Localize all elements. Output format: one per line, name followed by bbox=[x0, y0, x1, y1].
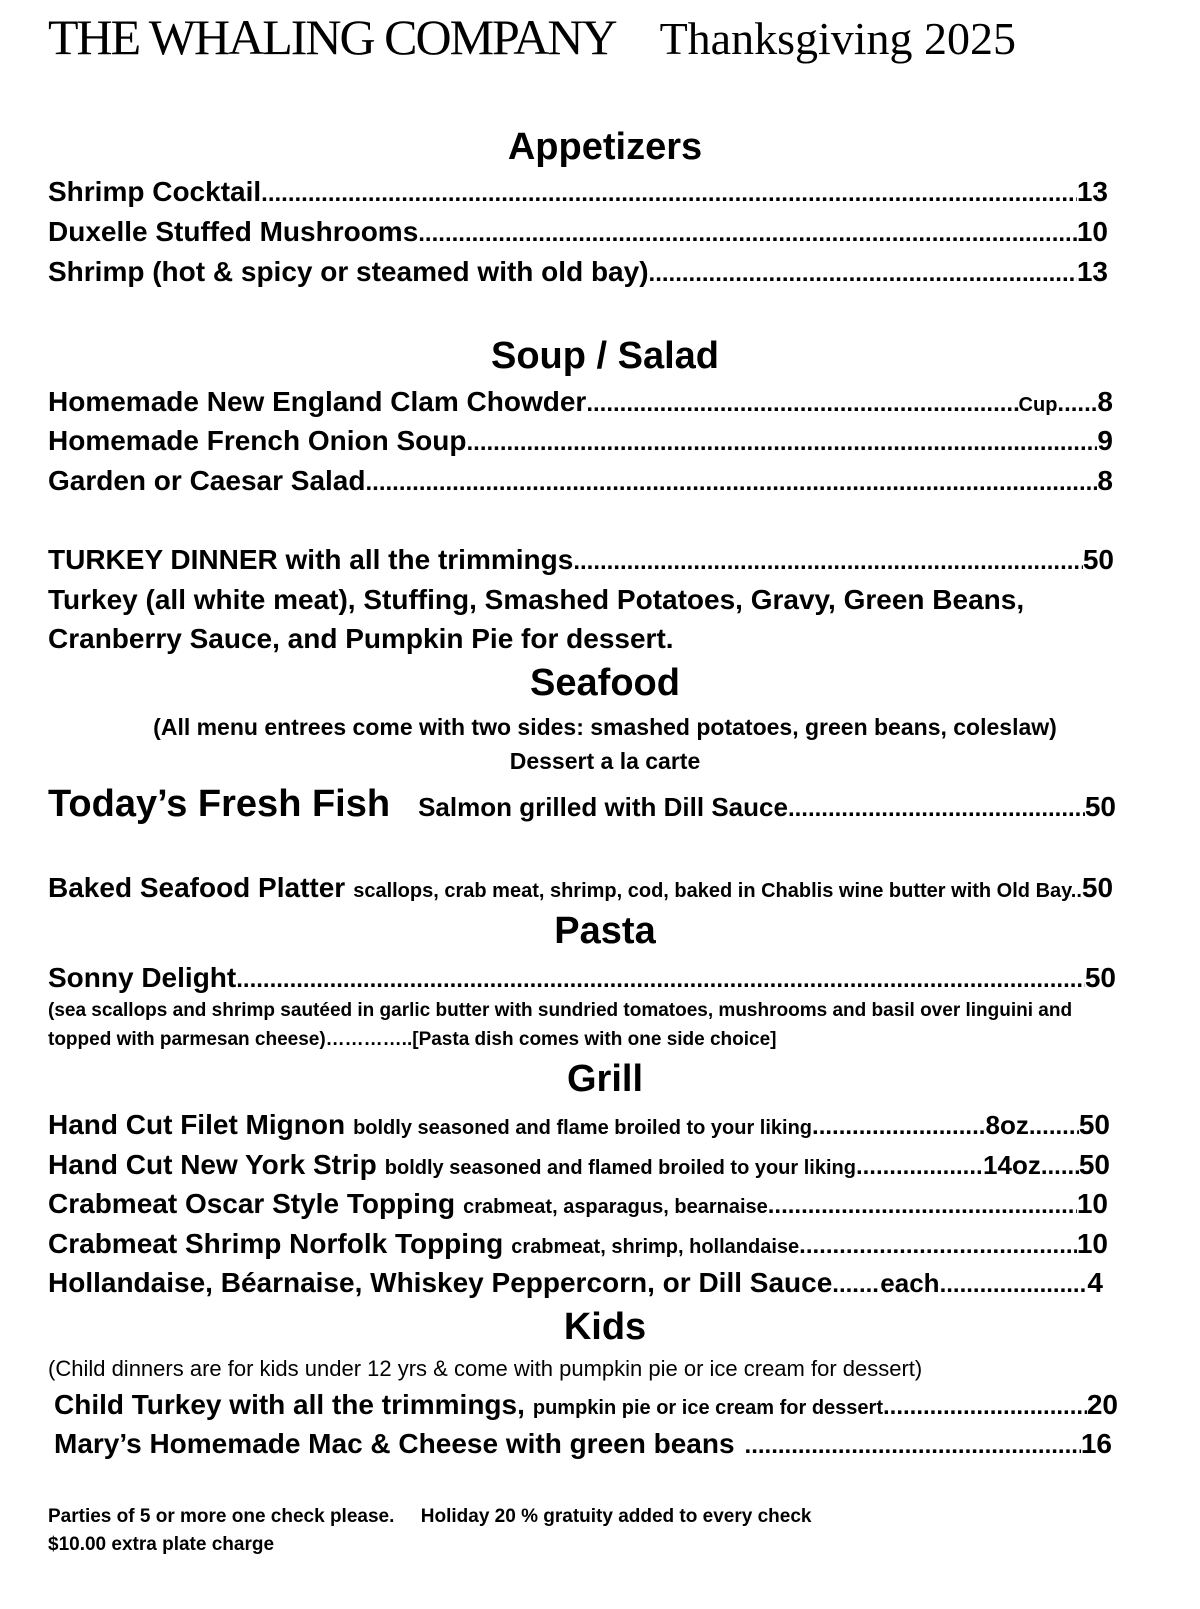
turkey-dinner-description: Turkey (all white meat), Stuffing, Smashed Potatoes, Gravy, Green Beans, bbox=[48, 584, 1025, 615]
item-price: 13 bbox=[1076, 176, 1108, 207]
item-name: Shrimp Cocktail bbox=[48, 176, 262, 207]
item-price: 8 bbox=[1097, 386, 1113, 417]
item-price: 50 bbox=[1081, 872, 1114, 903]
seafood-note: (All menu entrees come with two sides: smashed potatoes, green beans, coleslaw) bbox=[153, 714, 1057, 740]
menu-item bbox=[48, 386, 1113, 418]
item-price: 8 bbox=[1097, 465, 1113, 496]
section-title-appetizers: Appetizers bbox=[507, 126, 703, 168]
item-name: TURKEY DINNER with all the trimmings bbox=[48, 544, 574, 575]
dot-leader bbox=[1041, 1153, 1079, 1181]
item-price: 10 bbox=[1076, 1188, 1108, 1219]
menu-item bbox=[54, 1428, 1112, 1460]
item-price: 10 bbox=[1076, 216, 1108, 247]
turkey-dinner-item bbox=[48, 544, 1114, 576]
item-price: 10 bbox=[1076, 1228, 1108, 1259]
section-title-pasta: Pasta bbox=[554, 910, 656, 952]
item-price: 50 bbox=[1078, 1149, 1110, 1180]
item-size: 14oz bbox=[983, 1150, 1041, 1180]
seafood-platter-item bbox=[48, 872, 1128, 904]
menu-item bbox=[48, 425, 1113, 457]
item-name: Baked Seafood Platter bbox=[48, 872, 346, 903]
dot-leader bbox=[418, 220, 1077, 248]
dot-leader bbox=[365, 469, 1097, 497]
item-name: Crabmeat Shrimp Norfolk Topping bbox=[48, 1228, 504, 1259]
menu-item bbox=[48, 216, 1108, 248]
item-description: boldly seasoned and flame broiled to your liking bbox=[353, 1117, 813, 1139]
dot-leader bbox=[856, 1153, 983, 1181]
menu-item bbox=[54, 1389, 1118, 1421]
item-price: 9 bbox=[1097, 425, 1113, 456]
item-description: crabmeat, shrimp, hollandaise bbox=[511, 1236, 800, 1258]
footer-note: Parties of 5 or more one check please. Holiday 20 % gratuity added to every check bbox=[48, 1506, 812, 1527]
dot-leader bbox=[745, 1432, 1081, 1460]
dot-leader bbox=[812, 1113, 985, 1141]
menu-item bbox=[48, 1109, 1110, 1141]
menu-item bbox=[48, 1149, 1110, 1181]
item-size: 8oz bbox=[985, 1110, 1029, 1140]
dot-leader bbox=[1029, 1113, 1079, 1141]
item-name: Duxelle Stuffed Mushrooms bbox=[48, 216, 419, 247]
dot-leader bbox=[799, 1232, 1077, 1260]
footer-plate-charge: $10.00 extra plate charge bbox=[48, 1534, 275, 1555]
dot-leader bbox=[883, 1393, 1087, 1421]
pasta-description: (sea scallops and shrimp sautéed in garlic butter with sundried tomatoes, mushrooms and basil over linguini and bbox=[48, 1000, 1073, 1021]
section-title-seafood: Seafood bbox=[530, 662, 680, 704]
dot-leader bbox=[466, 429, 1097, 457]
kids-note: (Child dinners are for kids under 12 yrs & come with pumpkin pie or ice cream for dessert) bbox=[48, 1356, 923, 1381]
item-name: Mary’s Homemade Mac & Cheese with green beans bbox=[54, 1428, 735, 1459]
item-price: 50 bbox=[1082, 544, 1114, 575]
dot-leader bbox=[261, 180, 1077, 208]
item-price: 4 bbox=[1087, 1267, 1103, 1298]
item-description: Salmon grilled with Dill Sauce bbox=[418, 792, 788, 822]
dot-leader bbox=[832, 1271, 880, 1299]
dot-leader bbox=[236, 966, 1085, 994]
item-price: 50 bbox=[1084, 962, 1116, 993]
pasta-item bbox=[48, 962, 1116, 994]
menu-occasion: Thanksgiving 2025 bbox=[659, 13, 1017, 64]
turkey-dinner-description: Cranberry Sauce, and Pumpkin Pie for dessert. bbox=[48, 623, 674, 654]
item-name: Hollandaise, Béarnaise, Whiskey Peppercorn, or Dill Sauce bbox=[48, 1267, 833, 1298]
menu-item bbox=[48, 1188, 1108, 1220]
pasta-description: topped with parmesan cheese)…………..[Pasta dish comes with one side choice] bbox=[48, 1029, 777, 1050]
item-price: 20 bbox=[1086, 1389, 1118, 1420]
dot-leader bbox=[768, 1192, 1077, 1220]
item-size: each bbox=[880, 1268, 940, 1298]
item-size: Cup bbox=[1018, 394, 1058, 416]
item-name: Hand Cut New York Strip bbox=[48, 1149, 377, 1180]
item-description: boldly seasoned and flamed broiled to your liking bbox=[384, 1157, 856, 1179]
section-title-kids: Kids bbox=[563, 1306, 647, 1348]
dot-leader bbox=[649, 260, 1077, 288]
item-price: 16 bbox=[1080, 1428, 1112, 1459]
menu-item bbox=[48, 465, 1113, 497]
item-name: Hand Cut Filet Mignon bbox=[48, 1109, 346, 1140]
restaurant-name: THE WHALING COMPANY bbox=[48, 9, 616, 65]
menu-item bbox=[48, 256, 1108, 288]
item-name: Garden or Caesar Salad bbox=[48, 465, 366, 496]
item-price: 50 bbox=[1078, 1109, 1110, 1140]
dot-leader bbox=[586, 390, 1018, 418]
dot-leader bbox=[788, 795, 1085, 823]
menu-item bbox=[48, 1267, 1103, 1299]
item-description: scallops, crab meat, shrimp, cod, baked in Chablis wine butter with Old Bay.. bbox=[353, 880, 1082, 902]
item-name: Shrimp (hot & spicy or steamed with old bay) bbox=[48, 256, 649, 287]
dot-leader bbox=[940, 1271, 1088, 1299]
item-description: pumpkin pie or ice cream for dessert bbox=[532, 1397, 883, 1419]
item-price: 13 bbox=[1076, 256, 1108, 287]
dot-leader bbox=[573, 548, 1083, 576]
section-title-grill: Grill bbox=[566, 1058, 644, 1100]
fresh-fish-heading: Today’s Fresh Fish bbox=[48, 783, 391, 825]
menu-header bbox=[48, 8, 1016, 66]
item-name: Homemade French Onion Soup bbox=[48, 425, 467, 456]
item-price: 50 bbox=[1084, 791, 1116, 822]
menu-item bbox=[48, 176, 1108, 208]
menu-item bbox=[48, 1228, 1108, 1260]
fresh-fish-item bbox=[48, 783, 1116, 826]
dot-leader bbox=[1057, 390, 1097, 418]
item-name: Sonny Delight bbox=[48, 962, 237, 993]
item-description: crabmeat, asparagus, bearnaise bbox=[463, 1196, 768, 1218]
item-name: Child Turkey with all the trimmings, bbox=[54, 1389, 525, 1420]
seafood-dessert-note: Dessert a la carte bbox=[509, 748, 701, 774]
item-name: Crabmeat Oscar Style Topping bbox=[48, 1188, 456, 1219]
item-name: Homemade New England Clam Chowder bbox=[48, 386, 587, 417]
section-title-soup-salad: Soup / Salad bbox=[490, 335, 720, 377]
